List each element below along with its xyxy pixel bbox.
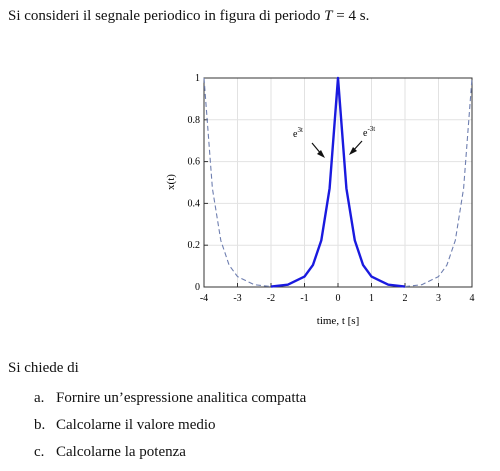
x-tick-label: 4 (469, 293, 475, 304)
annotation-left: $e^{3t}$ (293, 126, 303, 140)
x-axis-label: time, t [s] (316, 315, 360, 327)
item-text: Calcolarne il valore medio (56, 417, 216, 433)
task-item (34, 388, 306, 415)
x-tick-label: 3 (436, 293, 441, 304)
x-tick-label: 1 (369, 293, 374, 304)
y-ticks (188, 73, 209, 293)
x-tick-label: 0 (335, 293, 341, 304)
task-item (34, 415, 306, 442)
x-tick-label: -3 (233, 293, 242, 304)
period-variable: T (324, 8, 333, 24)
task-item (34, 442, 306, 469)
item-marker: a. (34, 390, 45, 406)
intro-prefix: Si consideri il segnale periodico in figura di periodo (8, 8, 325, 24)
y-tick-label: 0.2 (187, 240, 200, 252)
y-tick-label: 0.4 (187, 198, 200, 210)
item-marker: b. (34, 417, 46, 433)
x-tick-label: -2 (266, 293, 276, 304)
y-tick-label: 0 (195, 282, 200, 293)
y-axis-label: x(t) (165, 174, 177, 190)
question-intro: Si chiede di (8, 360, 79, 376)
signal-chart (150, 64, 490, 336)
y-tick-label: 1 (195, 73, 200, 84)
annotation-right: $e^{-3t}$ (363, 125, 376, 139)
y-tick-label: 0.6 (187, 156, 200, 168)
item-text: Calcolarne la potenza (56, 444, 186, 460)
task-list (34, 388, 306, 469)
y-tick-label: 0.8 (187, 114, 200, 126)
item-text: Fornire un’espressione analitica compatta (56, 390, 307, 406)
grid (204, 78, 472, 287)
intro-suffix: = 4 s. (332, 8, 370, 24)
x-tick-label: 2 (402, 293, 408, 304)
x-tick-label: -4 (199, 293, 209, 304)
signal-figure (150, 64, 490, 336)
item-marker: c. (34, 444, 45, 460)
x-tick-label: -1 (300, 293, 309, 304)
x-ticks (200, 283, 475, 304)
intro-sentence (8, 8, 369, 25)
